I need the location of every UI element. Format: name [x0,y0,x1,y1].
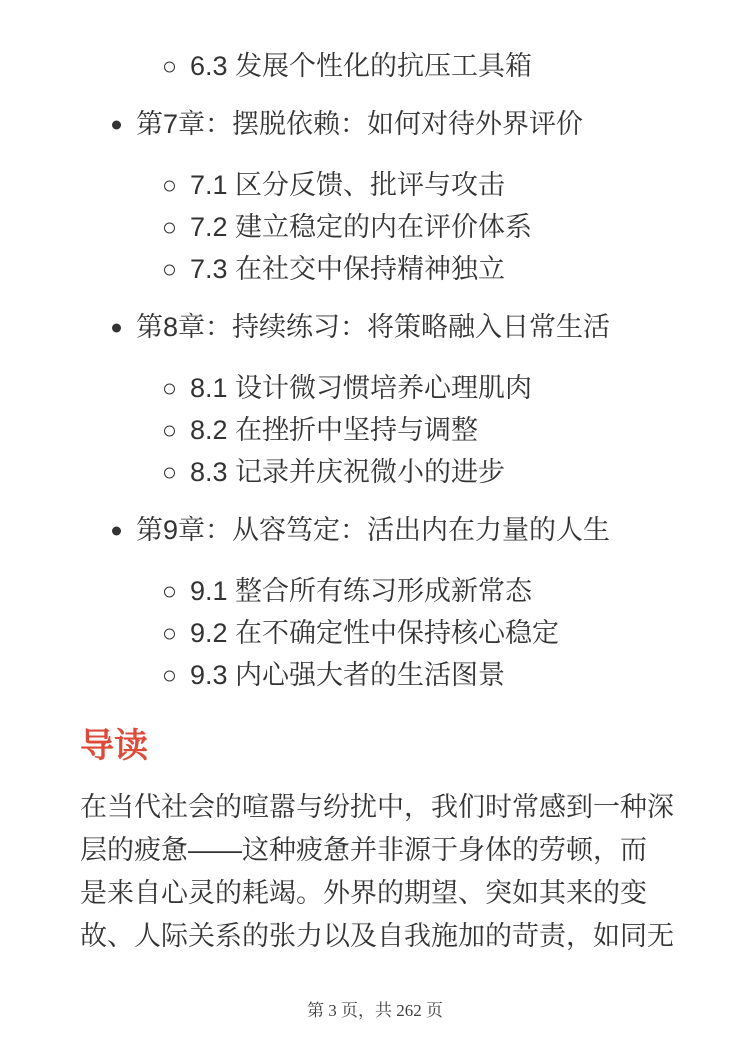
section-heading: 导读 [80,727,148,765]
circle-bullet-icon [164,180,175,191]
toc-item [80,172,674,199]
toc-item [80,662,674,689]
intro-paragraph [80,786,674,958]
toc-item [80,256,674,283]
toc-item [80,53,674,80]
toc-item-label: 7.3 在社交中保持精神独立 [190,254,506,284]
circle-bullet-icon [164,628,175,639]
toc-item [80,375,674,402]
toc-item-label: 7.2 建立稳定的内在评价体系 [190,212,533,242]
toc-item [80,459,674,486]
toc-item-chapter [80,314,674,341]
page-number: 第 3 页，共 262 页 [307,1001,443,1020]
bullet-icon [112,120,121,129]
toc-item [80,214,674,241]
toc-item-label: 8.1 设计微习惯培养心理肌肉 [190,373,533,403]
toc-item-chapter [80,111,674,138]
toc-item [80,578,674,605]
circle-bullet-icon [164,383,175,394]
circle-bullet-icon [164,670,175,681]
toc-item-label: 第8章：持续练习：将策略融入日常生活 [136,312,611,342]
circle-bullet-icon [164,467,175,478]
toc-item-chapter [80,517,674,544]
document-page [0,53,750,958]
toc-item-label: 9.1 整合所有练习形成新常态 [190,576,533,606]
toc-item-label: 第7章：摆脱依赖：如何对待外界评价 [136,109,584,139]
circle-bullet-icon [164,264,175,275]
circle-bullet-icon [164,61,175,72]
toc-item [80,620,674,647]
toc-item [80,417,674,444]
toc-item-label: 9.3 内心强大者的生活图景 [190,660,506,690]
toc-item-label: 9.2 在不确定性中保持核心稳定 [190,618,560,648]
paragraph-line: 故、人际关系的张力以及自我施加的苛责，如同无 [80,921,674,951]
paragraph-line: 是来自心灵的耗竭。外界的期望、突如其来的变 [80,878,647,908]
circle-bullet-icon [164,222,175,233]
toc-item-label: 第9章：从容笃定：活出内在力量的人生 [136,515,611,545]
toc-item-label: 7.1 区分反馈、批评与攻击 [190,170,506,200]
circle-bullet-icon [164,425,175,436]
circle-bullet-icon [164,586,175,597]
bullet-icon [112,323,121,332]
toc-list [80,53,674,689]
toc-item-label: 8.3 记录并庆祝微小的进步 [190,457,506,487]
toc-item-label: 6.3 发展个性化的抗压工具箱 [190,51,533,81]
bullet-icon [112,526,121,535]
toc-item-label: 8.2 在挫折中坚持与调整 [190,415,479,445]
page-footer [0,1001,750,1021]
paragraph-line: 在当代社会的喧嚣与纷扰中，我们时常感到一种深 [80,792,674,822]
paragraph-line: 层的疲惫——这种疲惫并非源于身体的劳顿，而 [80,835,647,865]
